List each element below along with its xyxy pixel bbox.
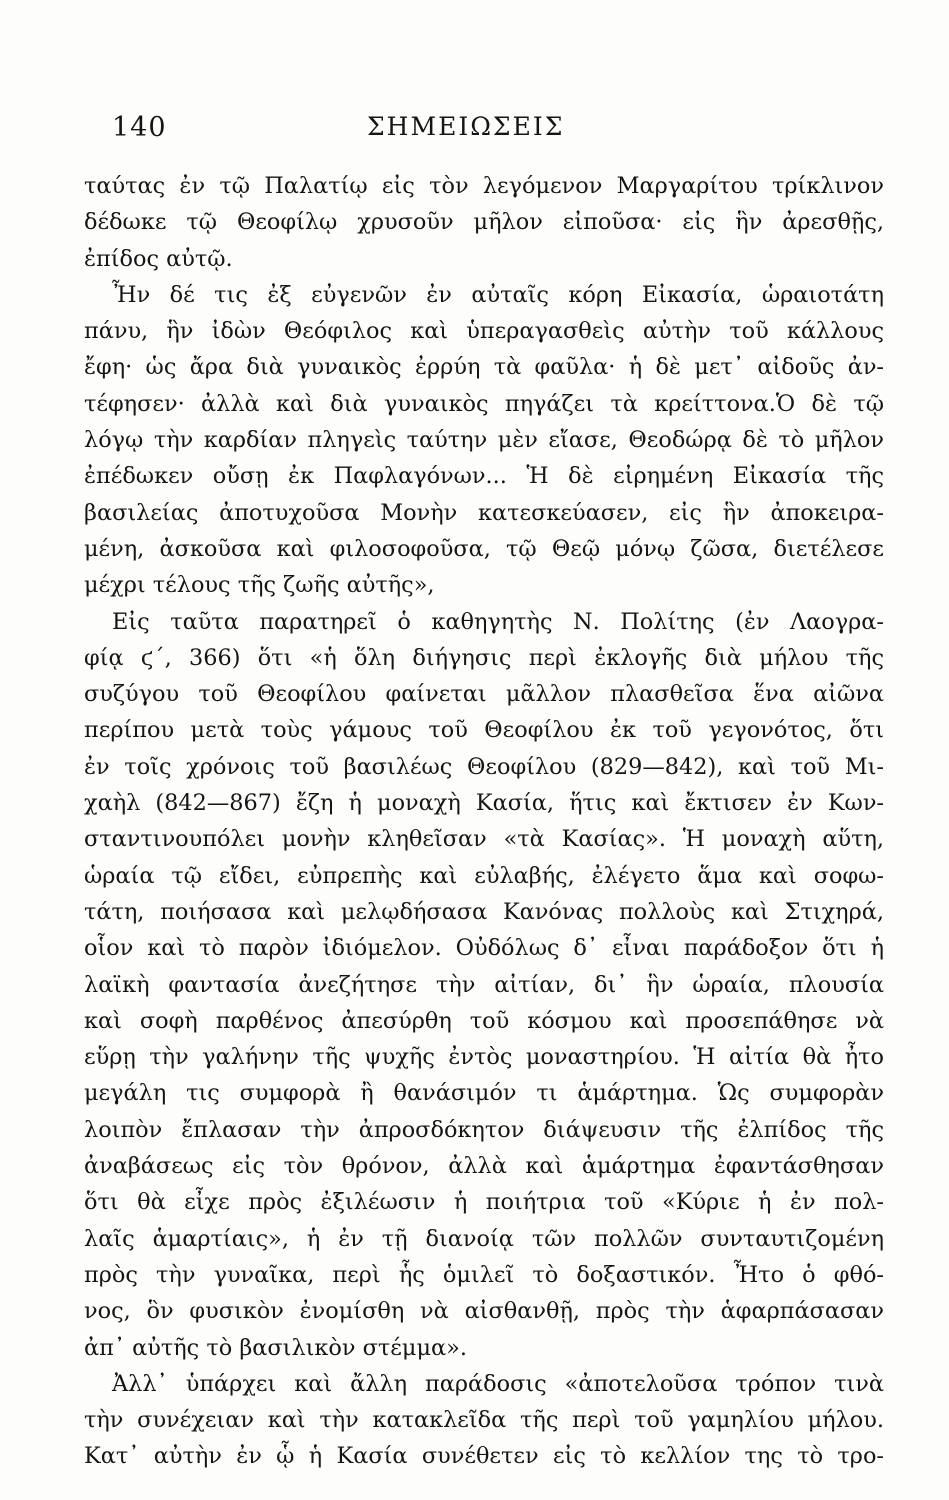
text-line: Ἦν δέ τις ἐξ εὐγενῶν ἐν αὐταῖς κόρη Εἰκασία, ὡραιοτάτη <box>112 281 884 308</box>
text-line: συζύγου τοῦ Θεοφίλου φαίνεται μᾶλλον πλασθεῖσα ἕνα αἰῶνα <box>84 681 884 708</box>
text-line: ἀπ᾽ αὐτῆς τὸ βασιλικὸν στέμμα». <box>84 1334 467 1361</box>
text-line: ὅτι θὰ εἶχε πρὸς ἐξιλέωσιν ἡ ποιήτρια τοῦ «Κύριε ἡ ἐν πολ- <box>84 1189 884 1216</box>
text-line: Κατ᾽ αὐτὴν ἐν ᾧ ἡ Κασία συνέθετεν εἰς τὸ κελλίον της τὸ τρο- <box>84 1443 884 1470</box>
text-line: νος, ὃν φυσικὸν ἐνομίσθη νὰ αἰσθανθῇ, πρὸς τὴν ἁφαρπάσασαν <box>84 1298 884 1325</box>
text-line: λόγῳ τὴν καρδίαν πληγεὶς ταύτην μὲν εἴασε, Θεοδώρᾳ δὲ τὸ μῆλον <box>84 427 884 454</box>
text-line: ἐν τοῖς χρόνοις τοῦ βασιλέως Θεοφίλου (829—842), καὶ τοῦ Μι- <box>84 753 884 780</box>
text-line: ἔφη· ὡς ἄρα διὰ γυναικὸς ἐρρύη τὰ φαῦλα· ἡ δὲ μετ᾽ αἰδοῦς ἀν- <box>84 354 884 381</box>
text-line: Ἀλλ᾽ ὑπάρχει καὶ ἄλλη παράδοσις «ἀποτελοῦσα τρόπον τινὰ <box>112 1370 884 1397</box>
text-line: πρὸς τὴν γυναῖκα, περὶ ἧς ὁμιλεῖ τὸ δοξαστικόν. Ἦτο ὁ φθό- <box>84 1261 884 1288</box>
text-line: λοιπὸν ἔπλασαν τὴν ἀπροσδόκητον διάψευσιν τῆς ἐλπίδος τῆς <box>84 1116 884 1143</box>
text-line: λαϊκὴ φαντασία ἀνεζήτησε τὴν αἰτίαν, δι᾽ ἣν ὡραία, πλουσία <box>84 971 884 998</box>
text-line: οἷον καὶ τὸ παρὸν ἰδιόμελον. Οὐδόλως δ᾽ εἶναι παράδοξον ὅτι ἡ <box>84 935 884 962</box>
text-line: ἀναβάσεως εἰς τὸν θρόνον, ἀλλὰ καὶ ἁμάρτημα ἐφαντάσθησαν <box>84 1153 884 1180</box>
body-text <box>84 168 884 1475</box>
text-line: τέφησεν· ἀλλὰ καὶ διὰ γυναικὸς πηγάζει τὰ κρείττονα.Ὁ δὲ τῷ <box>84 390 884 417</box>
text-line: ἐπίδος αὐτῷ. <box>84 245 233 272</box>
text-line: καὶ σοφὴ παρθένος ἀπεσύρθη τοῦ κόσμου καὶ προσεπάθησε νὰ <box>84 1007 884 1034</box>
text-line: βασιλείας ἀποτυχοῦσα Μονὴν κατεσκεύασεν, εἰς ἣν ἀποκειρα- <box>84 499 884 526</box>
text-line: σταντινουπόλει μονὴν κληθεῖσαν «τὰ Κασίας». Ἡ μοναχὴ αὕτη, <box>84 826 884 853</box>
page-number: 140 <box>112 112 167 143</box>
text-line: λαῖς ἁμαρτίαις», ἡ ἐν τῇ διανοίᾳ τῶν πολλῶν συνταυτιζομένη <box>84 1225 884 1252</box>
text-line: εὕρῃ τὴν γαλήνην τῆς ψυχῆς ἐντὸς μοναστηρίου. Ἡ αἰτία θὰ ἦτο <box>84 1044 884 1071</box>
text-line: περίπου μετὰ τοὺς γάμους τοῦ Θεοφίλου ἐκ τοῦ γεγονότος, ὅτι <box>84 717 884 744</box>
running-title: ΣΗΜΕΙΩΣΕΙΣ <box>367 112 565 141</box>
text-line: μεγάλη τις συμφορὰ ἢ θανάσιμόν τι ἁμάρτημα. Ὡς συμφορὰν <box>84 1080 884 1107</box>
text-line: ἐπέδωκεν οὔσῃ ἐκ Παφλαγόνων... Ἡ δὲ εἰρημένη Εἰκασία τῆς <box>84 463 884 490</box>
text-line: τάτη, ποιήσασα καὶ μελῳδήσασα Κανόνας πολλοὺς καὶ Στιχηρά, <box>84 898 884 925</box>
page-header <box>112 108 872 152</box>
text-line: Εἰς ταῦτα παρατηρεῖ ὁ καθηγητὴς Ν. Πολίτης (ἐν Λαογρα- <box>112 608 884 635</box>
text-line: τὴν συνέχειαν καὶ τὴν κατακλεῖδα τῆς περὶ τοῦ γαμηλίου μήλου. <box>84 1407 884 1434</box>
text-line: δέδωκε τῷ Θεοφίλῳ χρυσοῦν μῆλον εἰποῦσα· εἰς ἣν ἀρεσθῇς, <box>84 209 884 236</box>
text-line: χαὴλ (842—867) ἔζη ἡ μοναχὴ Κασία, ἥτις καὶ ἔκτισεν ἐν Κων- <box>84 790 884 817</box>
text-line: ταύτας ἐν τῷ Παλατίῳ εἰς τὸν λεγόμενον Μαργαρίτου τρίκλινον <box>84 173 884 199</box>
text-line: ὡραία τῷ εἴδει, εὐπρεπὴς καὶ εὐλαβής, ἐλέγετο ἅμα καὶ σοφω- <box>84 862 884 889</box>
text-line: μένη, ἀσκοῦσα καὶ φιλοσοφοῦσα, τῷ Θεῷ μόνῳ ζῶσα, διετέλεσε <box>84 535 884 562</box>
text-line: πάνυ, ἣν ἰδὼν Θεόφιλος καὶ ὑπεραγασθεὶς αὐτὴν τοῦ κάλλους <box>84 318 884 345</box>
text-line: μέχρι τέλους τῆς ζωῆς αὐτῆς», <box>84 572 435 599</box>
text-line: φίᾳ ϛ΄, 366) ὅτι «ἡ ὅλη διήγησις περὶ ἐκλογῆς διὰ μήλου τῆς <box>84 644 884 671</box>
